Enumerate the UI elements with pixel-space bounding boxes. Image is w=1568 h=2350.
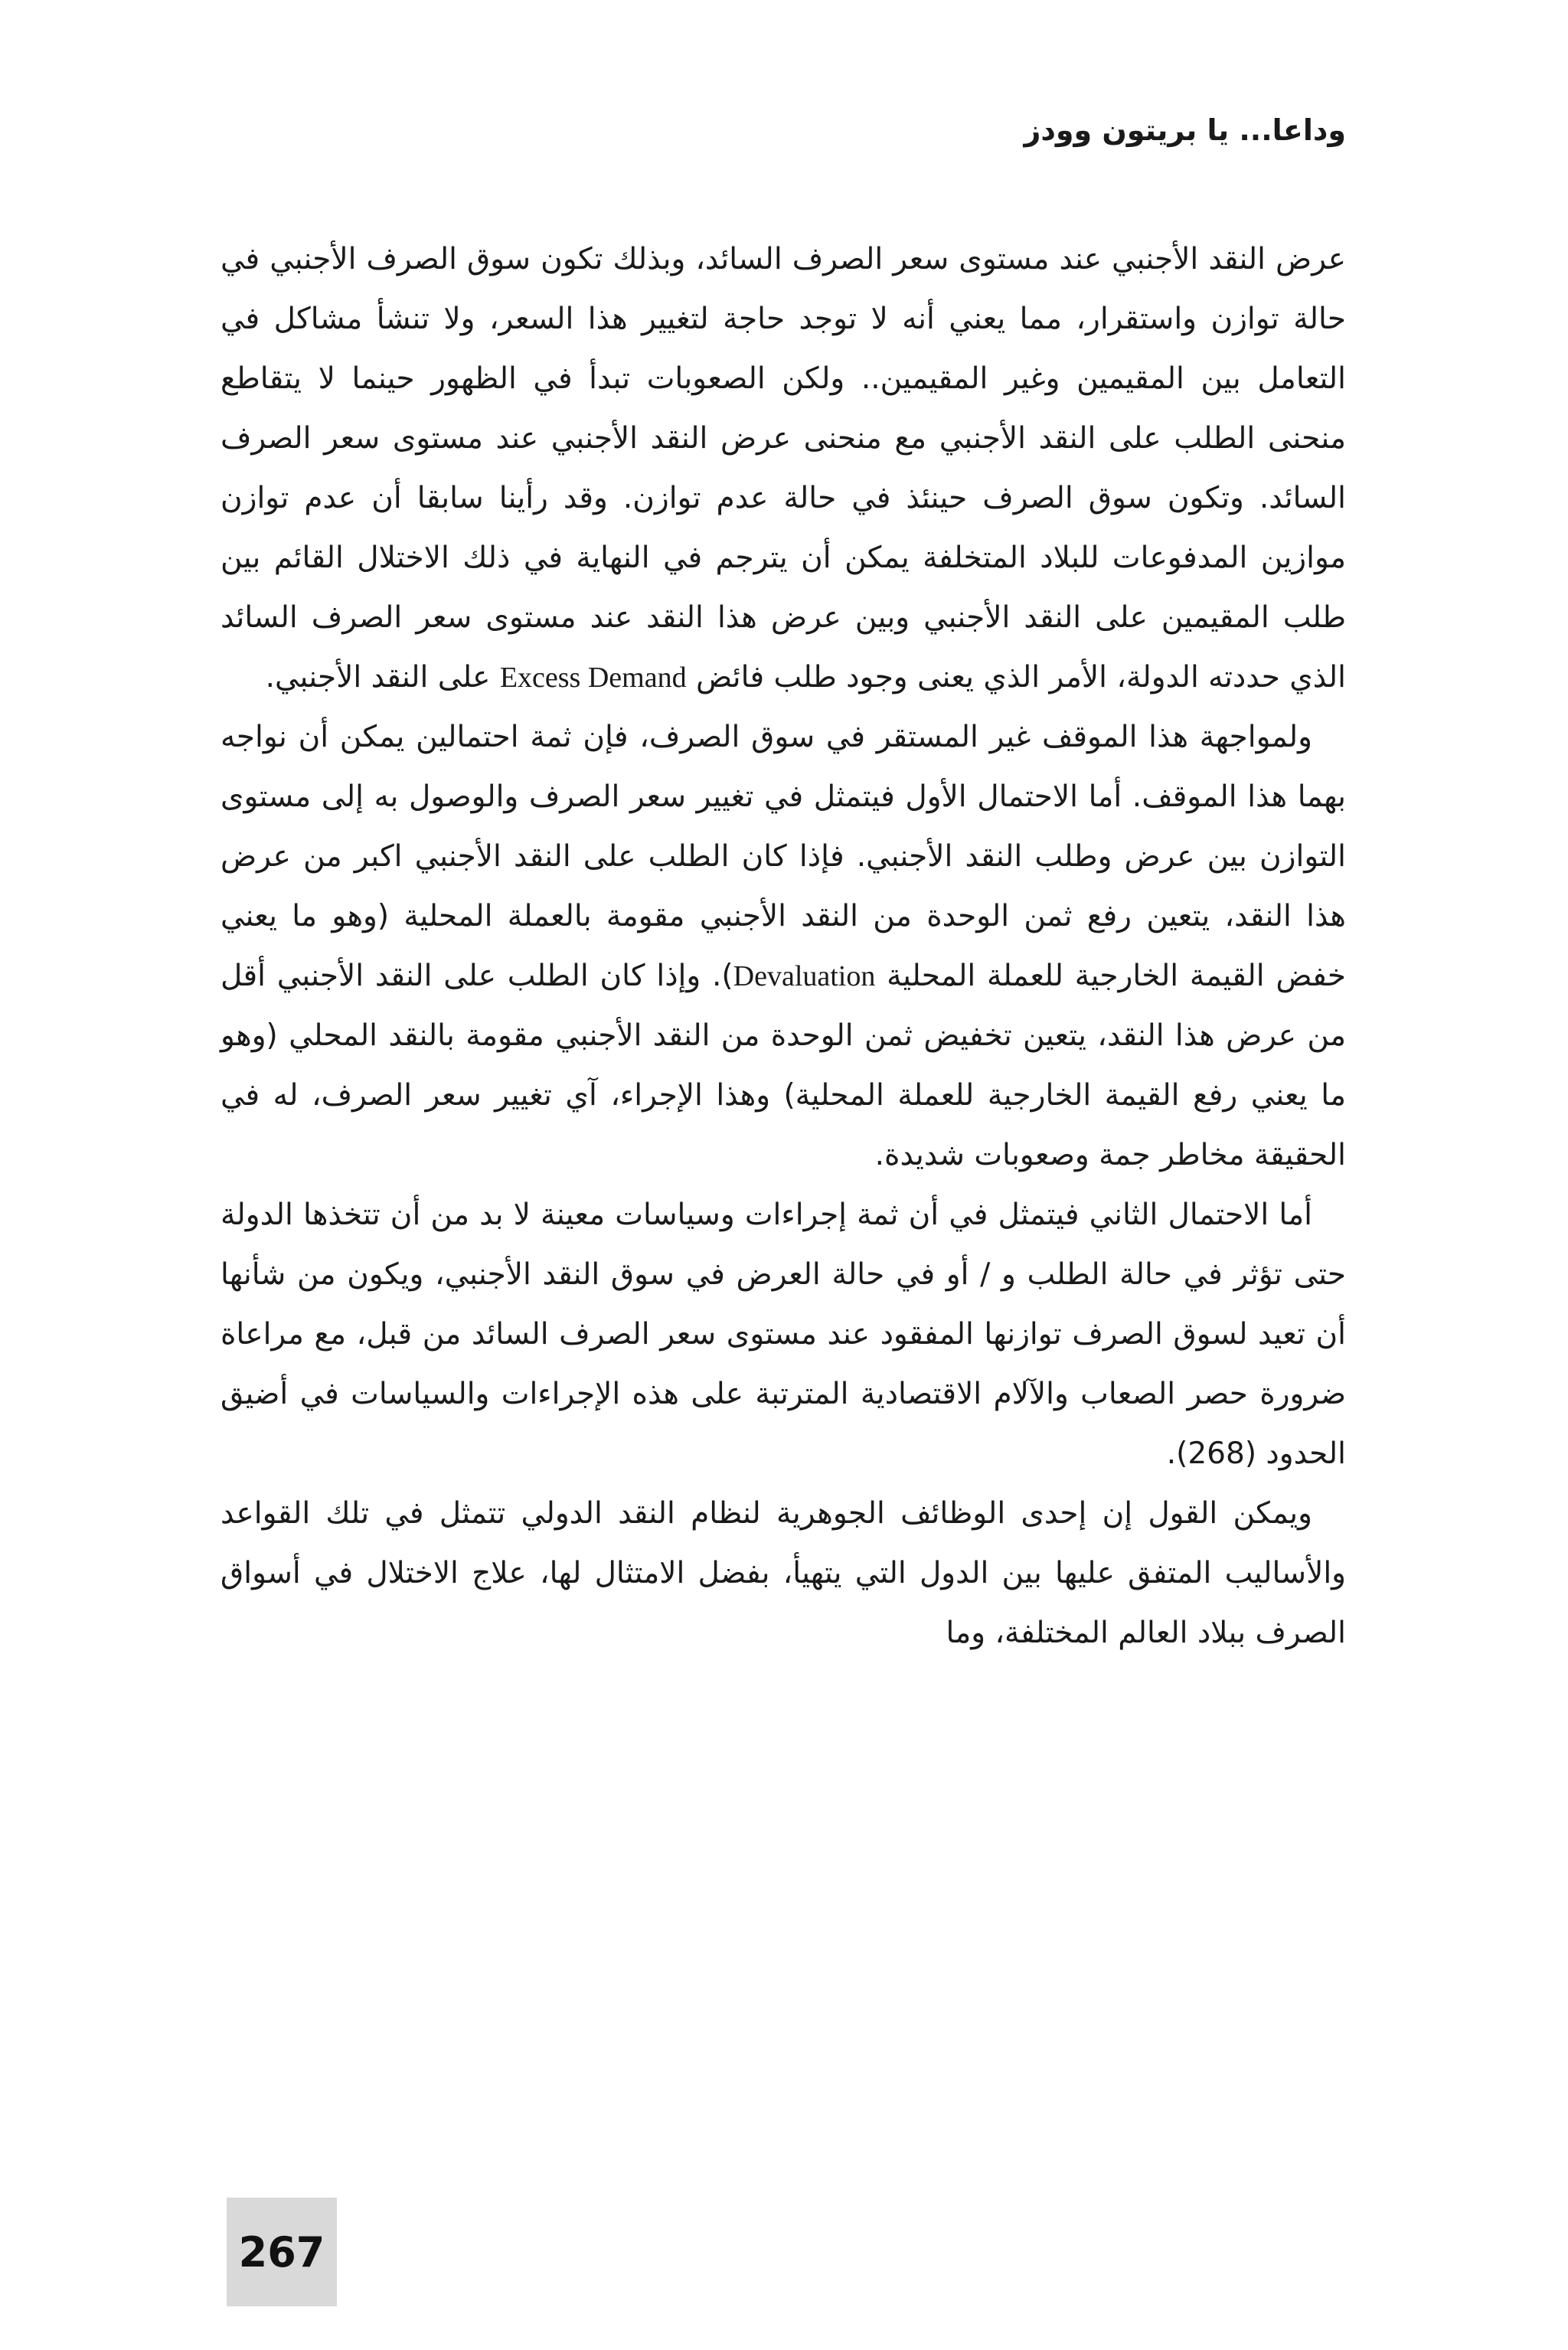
paragraph-2-end: ). وإذا كان الطلب على النقد الأجنبي أقل من عرض هذا النقد، يتعين تخفيض ثمن الوحدة من النقد الأجنبي مقومة بالنقد المحلي (وهو ما يعني رفع القيمة الخارجية للعملة المحلية) وهذا الإجراء، آي تغيير سعر الصرف، له في الحقيقة مخاطر جمة وصعوبات شديدة. (220, 959, 1346, 1172)
paragraph-1 (220, 230, 1346, 708)
paragraph-3: أما الاحتمال الثاني فيتمثل في أن ثمة إجراءات وسياسات معينة لا بد من أن تتخذها الدولة حتى تؤثر في حالة الطلب و / أو في حالة العرض في سوق النقد الأجنبي، ويكون من شأنها أن تعيد لسوق الصرف توازنها المفقود عند مستوى سعر الصرف السائد من قبل، مع مراعاة ضرورة حصر الصعاب والآلام الاقتصادية المترتبة على هذه الإجراءات والسياسات في أضيق الحدود (268). (220, 1198, 1346, 1471)
running-header: وداعا... يا بريتون وودز (1024, 113, 1346, 147)
paragraph-2-text: ولمواجهة هذا الموقف غير المستقر في سوق الصرف، فإن ثمة احتمالين يمكن أن نواجه بهما هذا الموقف. أما الاحتمال الأول فيتمثل في تغيير سعر الصرف والوصول به إلى مستوى التوازن بين عرض وطلب النقد الأجنبي. فإذا كان الطلب على النقد الأجنبي اكبر من عرض هذا النقد، يتعين رفع ثمن الوحدة من النقد الأجنبي مقومة بالعملة المحلية (وهو ما يعني خفض القيمة الخارجية للعملة المحلية (220, 720, 1346, 993)
page-number: 267 (238, 2227, 325, 2276)
paragraph-1-text: عرض النقد الأجنبي عند مستوى سعر الصرف السائد، وبذلك تكون سوق الصرف الأجنبي في حالة توازن واستقرار، مما يعني أنه لا توجد حاجة لتغيير هذا السعر، ولا تنشأ مشاكل في التعامل بين المقيمين وغير المقيمين.. ولكن الصعوبات تبدأ في الظهور حينما لا يتقاطع منحنى الطلب على النقد الأجنبي مع منحنى عرض النقد الأجنبي عند مستوى سعر الصرف السائد. وتكون سوق الصرف حينئذ في حالة عدم توازن. وقد رأينا سابقا أن عدم توازن موازين المدفوعات للبلاد المتخلفة يمكن أن يترجم في النهاية في ذلك الاختلال القائم بين طلب المقيمين على النقد الأجنبي وبين عرض هذا النقد عند مستوى سعر الصرف السائد الذي حددته الدولة، الأمر الذي يعنى وجود طلب فائض (220, 242, 1346, 695)
page-number-box (227, 2198, 337, 2306)
paragraph-1-end: على النقد الأجنبي. (265, 660, 491, 695)
paragraph-4: ويمكن القول إن إحدى الوظائف الجوهرية لنظام النقد الدولي تتمثل في تلك القواعد والأساليب المتفق عليها بين الدول التي يتهيأ، بفضل الامتثال لها، علاج الاختلال في أسواق الصرف ببلاد العالم المختلفة، وما (220, 1496, 1346, 1650)
body-text (220, 230, 1346, 1663)
paragraph-2-latin-term: Devaluation (733, 960, 876, 992)
paragraph-2 (220, 708, 1346, 1185)
paragraph-1-latin-term: Excess Demand (499, 662, 687, 694)
